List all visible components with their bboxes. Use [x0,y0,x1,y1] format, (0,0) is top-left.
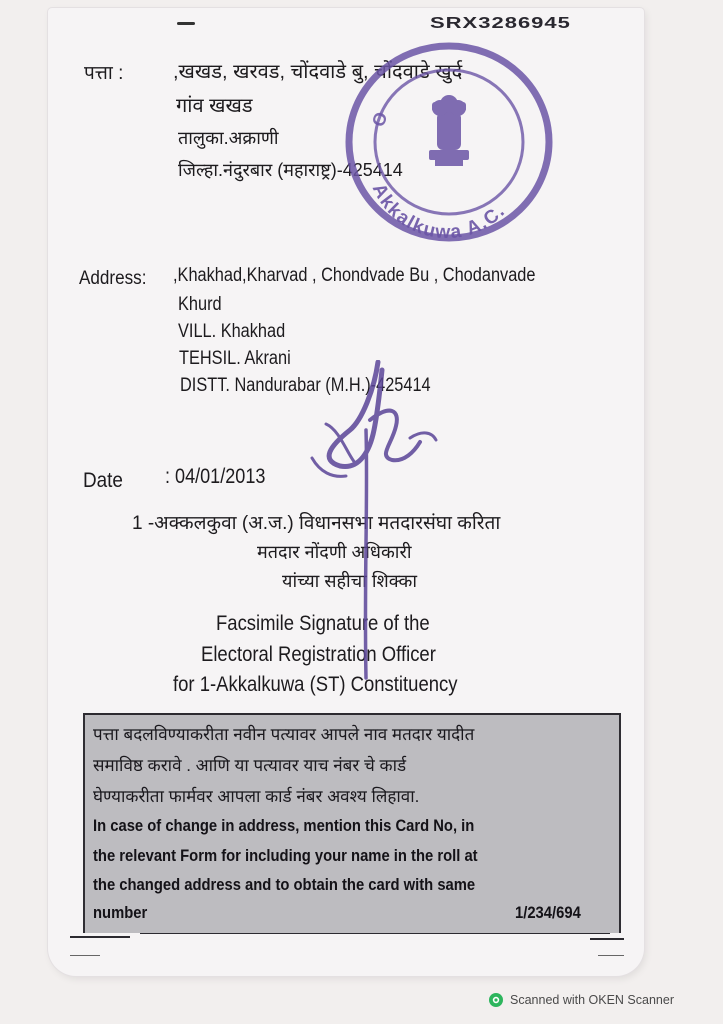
notice-reference-number: 1/234/694 [515,903,581,922]
address-english-line-3: VILL. Khakhad [178,321,286,342]
notice-english-line-4: number [93,903,148,922]
address-marathi-line-2: गांव खखड [176,95,253,117]
address-marathi-line-3: तालुका.अक्राणी [178,128,279,148]
address-marathi-label: पत्ता : [84,63,124,84]
emblem-icon [429,95,469,166]
notice-english-line-3: the changed address and to obtain the card with same [93,875,476,894]
address-english-line-5: DISTT. Nandurabar (M.H.)-425414 [180,375,431,396]
svg-text:O: O [367,109,392,130]
notice-marathi-line-2: समाविष्ठ करावे . आणि या पत्यावर याच नंबर चे कार्ड [93,756,407,775]
notice-marathi-line-3: घेण्याकरीता फार्मवर आपला कार्ड नंबर अवश्य लिहावा. [93,787,420,806]
address-english-line-1: ,Khakhad,Kharvad , Chondvade Bu , Chodanvade [173,265,536,286]
notice-english-line-2: the relevant Form for including your name in the roll at [93,846,478,865]
card-edge-mark-left [70,955,100,956]
notice-bottom-rule [140,933,610,934]
notice-marathi-line-1: पत्ता बदलविण्याकरीता नवीन पत्यावर आपले नाव मतदार यादीत [93,725,475,744]
officer-marathi-line-3: यांच्या सहीचा शिक्का [282,571,418,591]
address-english-line-4: TEHSIL. Akrani [179,348,291,369]
officer-english-line-3: for 1-Akkalkuwa (ST) Constituency [173,673,458,696]
card-number: SRX3286945 [430,14,571,32]
officer-marathi-line-2: मतदार नोंदणी अधिकारी [257,542,412,562]
date-value: : 04/01/2013 [165,465,266,488]
divider-mark [177,22,195,25]
address-change-notice [83,715,621,933]
address-marathi-line-4: जिल्हा.नंदुरबार (महाराष्ट्र)-425414 [178,160,403,180]
scanner-logo-icon [488,992,504,1008]
address-english-line-2: Khurd [178,294,222,315]
officer-english-line-1: Facsimile Signature of the [216,612,430,635]
notice-english-line-1: In case of change in address, mention this Card No, in [93,816,475,835]
card-edge-mark-right [598,955,624,956]
officer-marathi-line-1: 1 -अक्कलकुवा (अ.ज.) विधानसभा मतदारसंघा करिता [132,513,501,534]
notice-bottom-rule-right [590,938,624,940]
date-label: Date [83,469,123,492]
officer-english-line-2: Electoral Registration Officer [201,643,436,666]
notice-bottom-rule-left [70,936,130,938]
address-marathi-line-1: ,खखड, खरवड, चोंदवाडे बु, चोंदवाडे खुर्द [173,61,463,83]
scanner-watermark: Scanned with OKEN Scanner [510,993,674,1007]
address-english-label: Address: [79,268,147,289]
official-seal-stamp [337,38,557,250]
stamp-text: Akkalkuwa A.C. [367,180,510,244]
